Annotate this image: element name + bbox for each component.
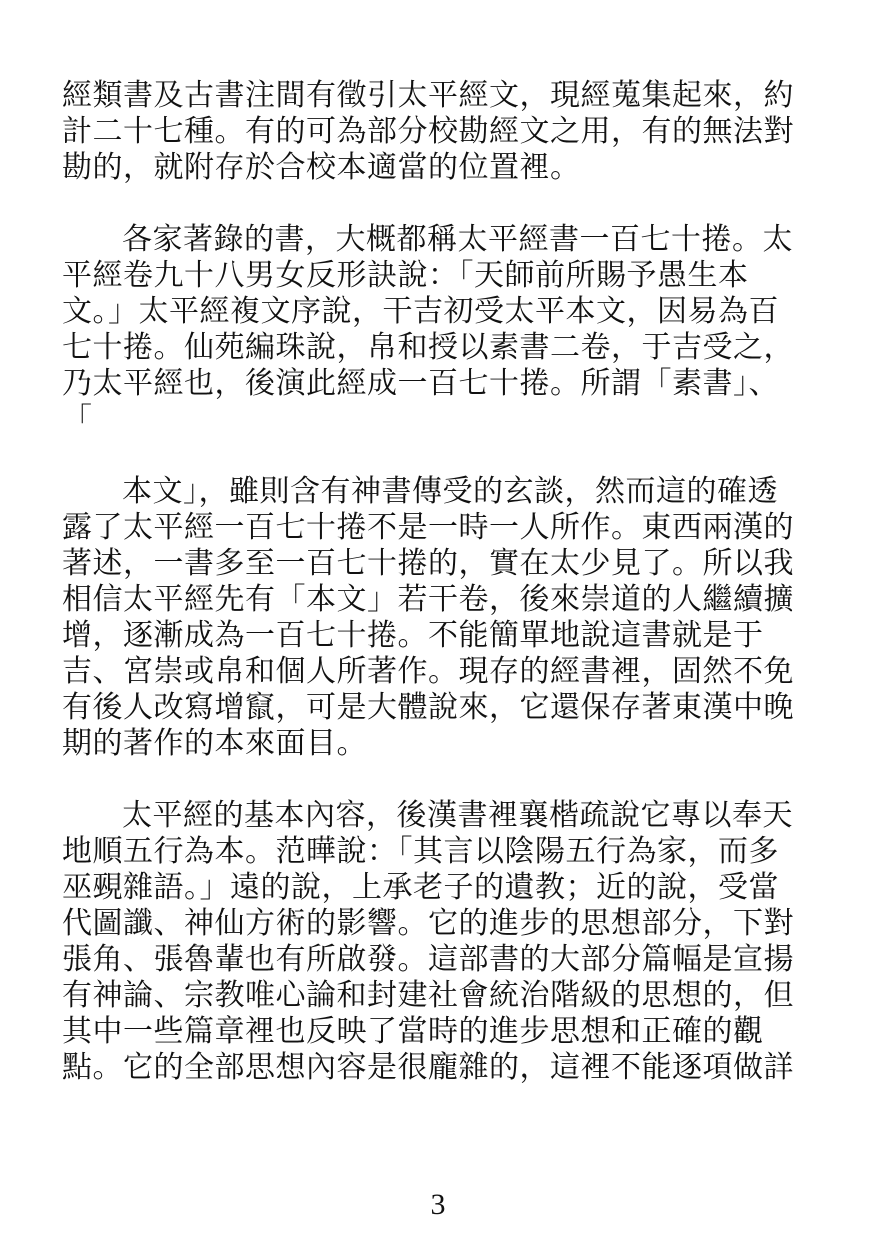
text-line: 代圖讖、神仙方術的影響。它的進步的思想部分，下對 <box>62 906 794 941</box>
text-line: 巫覡雜語。」遠的說，上承老子的遺教；近的說，受當 <box>62 870 779 905</box>
text-line: 點。它的全部思想內容是很龐雜的，這裡不能逐項做詳 <box>62 1050 794 1085</box>
paragraph-gap <box>62 762 822 798</box>
paragraph-2 <box>62 222 822 438</box>
text-line: 有神論、宗教唯心論和封建社會統治階級的思想的，但 <box>62 978 794 1013</box>
paragraph-3 <box>62 474 822 762</box>
text-line: 平經卷九十八男女反形訣說：「天師前所賜予愚生本 <box>62 258 749 293</box>
text-line: 增，逐漸成為一百七十捲。不能簡單地說這書就是于 <box>62 618 764 653</box>
text-line: 吉、宮崇或帛和個人所著作。現存的經書裡，固然不免 <box>62 654 794 689</box>
text-line: 其中一些篇章裡也反映了當時的進步思想和正確的觀 <box>62 1014 764 1049</box>
text-line: 著述，一書多至一百七十捲的，實在太少見了。所以我 <box>62 546 794 581</box>
text-line: 乃太平經也，後演此經成一百七十捲。所謂「素書」、 <box>62 366 779 401</box>
text-line: 各家著錄的書，大概都稱太平經書一百七十捲。太 <box>122 222 793 257</box>
text-line: 期的著作的本來面目。 <box>62 726 367 761</box>
paragraph-4 <box>62 798 822 1086</box>
text-line: 地順五行為本。范曄說：「其言以陰陽五行為家，而多 <box>62 834 779 869</box>
text-line: 「 <box>62 402 93 437</box>
text-line: 文。」太平經複文序說，干吉初受太平本文，因易為百 <box>62 294 779 329</box>
text-line: 本文」，雖則含有神書傳受的玄談，然而這的確透 <box>122 474 778 509</box>
text-line: 太平經的基本內容，後漢書裡襄楷疏說它專以奉天 <box>122 798 793 833</box>
text-line: 相信太平經先有「本文」若干卷，後來崇道的人繼續擴 <box>62 582 794 617</box>
text-line: 經類書及古書注間有徵引太平經文，現經蒐集起來，約 <box>62 78 794 113</box>
text-line: 計二十七種。有的可為部分校勘經文之用，有的無法對 <box>62 114 794 149</box>
text-line: 張角、張魯輩也有所啟發。這部書的大部分篇幅是宣揚 <box>62 942 794 977</box>
text-line: 有後人改寫增竄，可是大體說來，它還保存著東漢中晚 <box>62 690 794 725</box>
text-line: 勘的，就附存於合校本適當的位置裡。 <box>62 150 581 185</box>
page-body <box>62 78 822 1086</box>
page-number: 3 <box>430 1188 446 1221</box>
paragraph-1 <box>62 78 822 186</box>
paragraph-gap <box>62 186 822 222</box>
text-line: 露了太平經一百七十捲不是一時一人所作。東西兩漢的 <box>62 510 794 545</box>
paragraph-gap <box>62 438 822 474</box>
text-line: 七十捲。仙苑編珠說，帛和授以素書二卷，于吉受之， <box>62 330 794 365</box>
